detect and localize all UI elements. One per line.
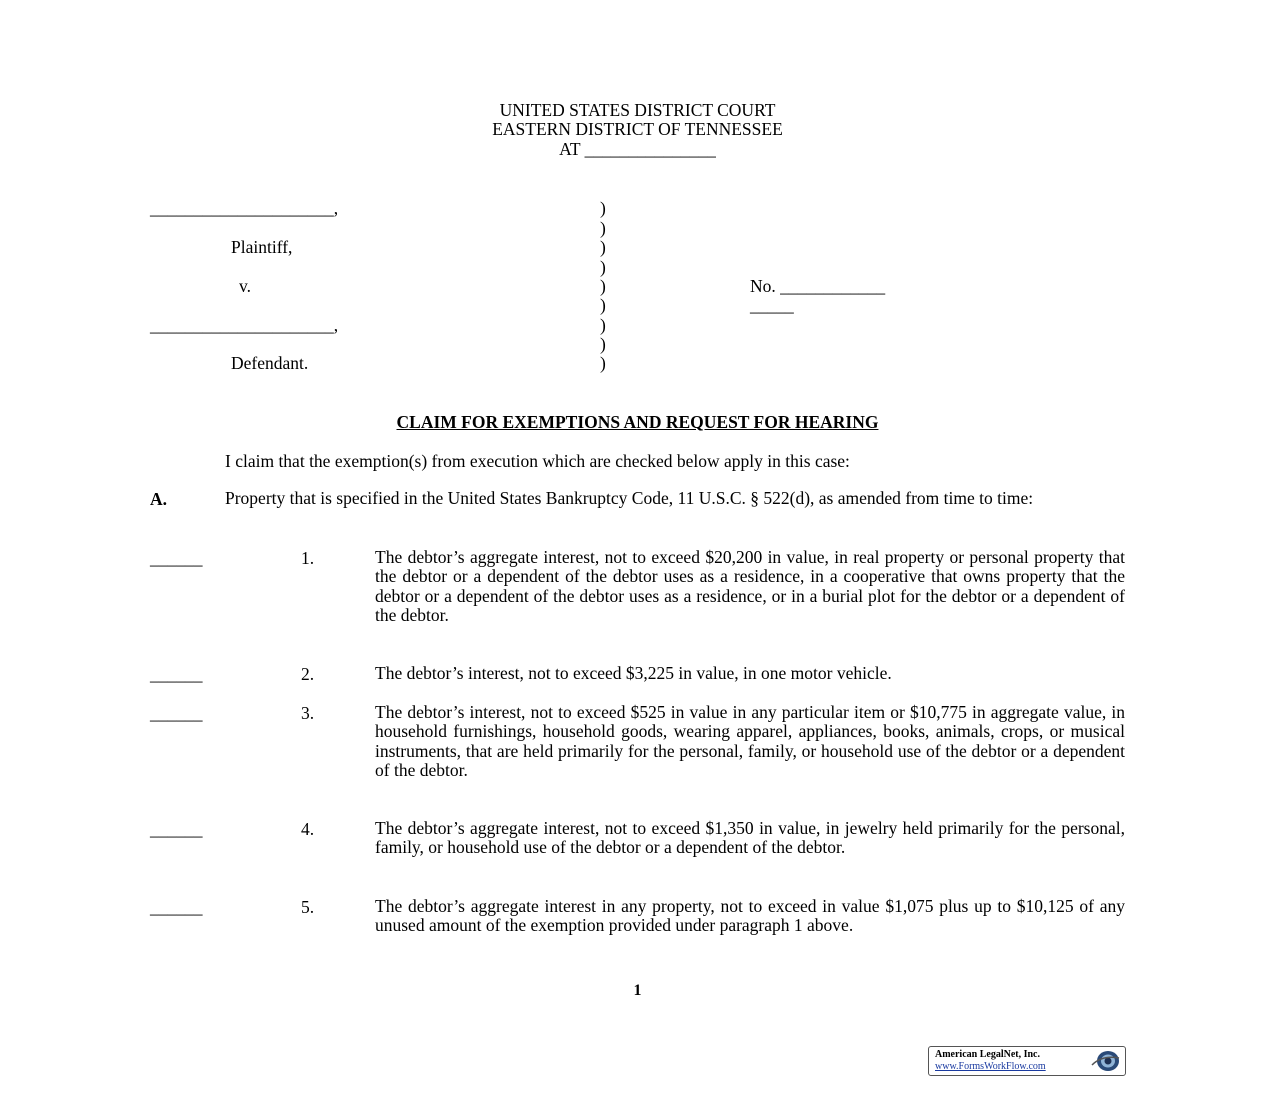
case-number-field-continued: _____: [750, 295, 794, 315]
caption-paren: ): [600, 295, 606, 315]
caption-paren: ): [600, 237, 606, 257]
caption-paren: ): [600, 353, 606, 373]
document-title: CLAIM FOR EXEMPTIONS AND REQUEST FOR HEARING: [396, 412, 879, 432]
section-a-text: Property that is specified in the United States Bankruptcy Code, 11 U.S.C. § 522(d), as amended from time to time:: [225, 488, 1034, 508]
item-3-number: 3.: [301, 703, 315, 723]
plaintiff-label: Plaintiff,: [231, 237, 293, 257]
court-name: UNITED STATES DISTRICT COURT: [499, 100, 776, 120]
globe-icon: [1088, 1049, 1122, 1073]
item-5-number: 5.: [301, 897, 315, 917]
caption-paren: ): [600, 257, 606, 277]
item-4-text: The debtor’s aggregate interest, not to exceed $1,350 in value, in jewelry held primarily for the personal, family, or household use of the debtor or a dependent of the debtor.: [375, 818, 1125, 858]
item-2-number: 2.: [301, 664, 315, 684]
item-2-checkbox-blank: ______: [150, 664, 203, 684]
logo-company-name: American LegalNet, Inc.: [935, 1049, 1040, 1060]
plaintiff-name-blank: _____________________,: [150, 198, 339, 218]
intro-statement: I claim that the exemption(s) from execution which are checked below apply in this case:: [225, 451, 850, 471]
item-3-text: The debtor’s interest, not to exceed $525 in value in any particular item or $10,775 in aggregate value, in household furnishings, household goods, wearing apparel, appliances, books, animals, crops, or musical instruments, that are held primarily for the personal, family, or household use of the debtor or a dependent of the debtor.: [375, 702, 1125, 781]
item-1-text: The debtor’s aggregate interest, not to exceed $20,200 in value, in real property or personal property that the debtor or a dependent of the debtor uses as a residence, in a cooperative that owns property that the debtor or a dependent of the debtor uses as a residence, or in a burial plot for the debtor or a dependent of the debtor.: [375, 547, 1125, 626]
item-4-checkbox-blank: ______: [150, 819, 203, 839]
defendant-label: Defendant.: [231, 353, 309, 373]
caption-paren: ): [600, 218, 606, 238]
page-number: 1: [633, 982, 642, 999]
item-1-checkbox-blank: ______: [150, 548, 203, 568]
case-number-field: No. ____________: [750, 276, 886, 296]
caption-paren: ): [600, 334, 606, 354]
versus-label: v.: [239, 276, 251, 296]
court-district: EASTERN DISTRICT OF TENNESSEE: [492, 119, 783, 139]
court-location-line: AT _______________: [559, 139, 716, 159]
item-1-number: 1.: [301, 548, 315, 568]
caption-paren: ): [600, 198, 606, 218]
item-4-number: 4.: [301, 819, 315, 839]
item-5-checkbox-blank: ______: [150, 897, 203, 917]
item-3-checkbox-blank: ______: [150, 703, 203, 723]
defendant-name-blank: _____________________,: [150, 315, 339, 335]
caption-paren: ): [600, 315, 606, 335]
item-5-text: The debtor’s aggregate interest in any property, not to exceed in value $1,075 plus up to $10,125 of any unused amount of the exemption provided under paragraph 1 above.: [375, 896, 1125, 936]
logo-url-link[interactable]: www.FormsWorkFlow.com: [935, 1061, 1046, 1072]
caption-paren: ): [600, 276, 606, 296]
american-legalnet-logo[interactable]: [928, 1046, 1126, 1076]
item-2-text: The debtor’s interest, not to exceed $3,225 in value, in one motor vehicle.: [375, 663, 892, 683]
section-a-label: A.: [150, 489, 168, 509]
